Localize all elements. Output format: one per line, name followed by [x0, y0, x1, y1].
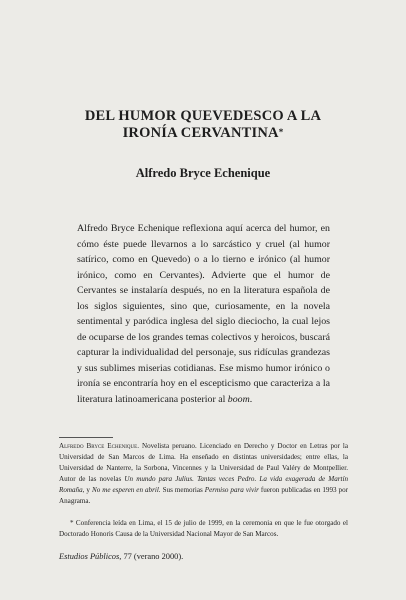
- conference-footnote: * Conferencia leída en Lima, el 15 de julio de 1999, en la ceremonia en que le fue otorgado el Doctorado Honoris Causa de la Universidad Nacional Mayor de San Marcos.: [59, 519, 348, 538]
- journal-citation: [59, 552, 183, 561]
- author-bio-note: [59, 441, 348, 506]
- bio-novel-italic: No me esperen en abril.: [91, 485, 161, 494]
- footnote-divider: [59, 437, 113, 438]
- abstract-text: Alfredo Bryce Echenique reflexiona aquí acerca del humor, en cómo éste puede llevarnos a lo sarcástico y cruel (al humor satírico, como en Quevedo) o a lo tierno e irónico (al humor irónico, como en Cervantes). Advierte que el humor de Cervantes se instalaría después, no en la literatura española de los siglos siguientes, sino que, curiosamente, en la novela sentimental y paródica inglesa del siglo dieciocho, la cual lejos de ocuparse de los grandes temas colectivos y heroicos, buscará capturar la individualidad del personaje, sus ridículas grandezas y sus sublimes miserias cotidianas. Ese mismo humor irónico o ironía se encontraría hoy en el escepticismo que caracteriza a la literatura latinoamericana posterior al: [77, 223, 330, 406]
- bio-text-1: . Novelista peruano. Licenciado en Derecho y Doctor en Letras por la Universidad de San Marcos de Lima. Ha enseñado en distintas universidades; entre ellas, la Universidad de Nanterre, la Sorbona, Vincennes y la Universidad de Paul Valéry de Montpellier. Autor de las novelas: [59, 442, 348, 483]
- bio-memoir-italic: Permiso para vivir: [204, 485, 259, 494]
- article-title-line-2: [0, 124, 406, 142]
- abstract-italic-boom: boom: [227, 394, 250, 406]
- footnote-marker: *: [278, 127, 284, 137]
- bio-text-3: Sus memorias: [160, 485, 205, 494]
- bio-novels-italic: Un mundo para Julius. Tantas veces Pedro. La vida exagerada de Martín Romaña,: [59, 474, 349, 494]
- article-title-line-1: [0, 108, 406, 125]
- title-line-2-text: IRONÍA CERVANTINA: [122, 125, 279, 141]
- journal-name: Estudios Públicos: [59, 552, 120, 561]
- abstract: [77, 221, 330, 408]
- journal-issue: , 77 (verano 2000).: [119, 552, 184, 561]
- abstract-end: .: [249, 394, 253, 406]
- title-line-1-text: DEL HUMOR QUEVEDESCO A LA: [84, 108, 322, 124]
- bio-text-4: fueron publicadas en 1993 por Anagrama.: [59, 485, 349, 505]
- bio-author-name: Alfredo Bryce Echenique: [59, 442, 138, 450]
- author-name: Alfredo Bryce Echenique: [135, 166, 271, 180]
- bio-text-2: y: [84, 485, 92, 494]
